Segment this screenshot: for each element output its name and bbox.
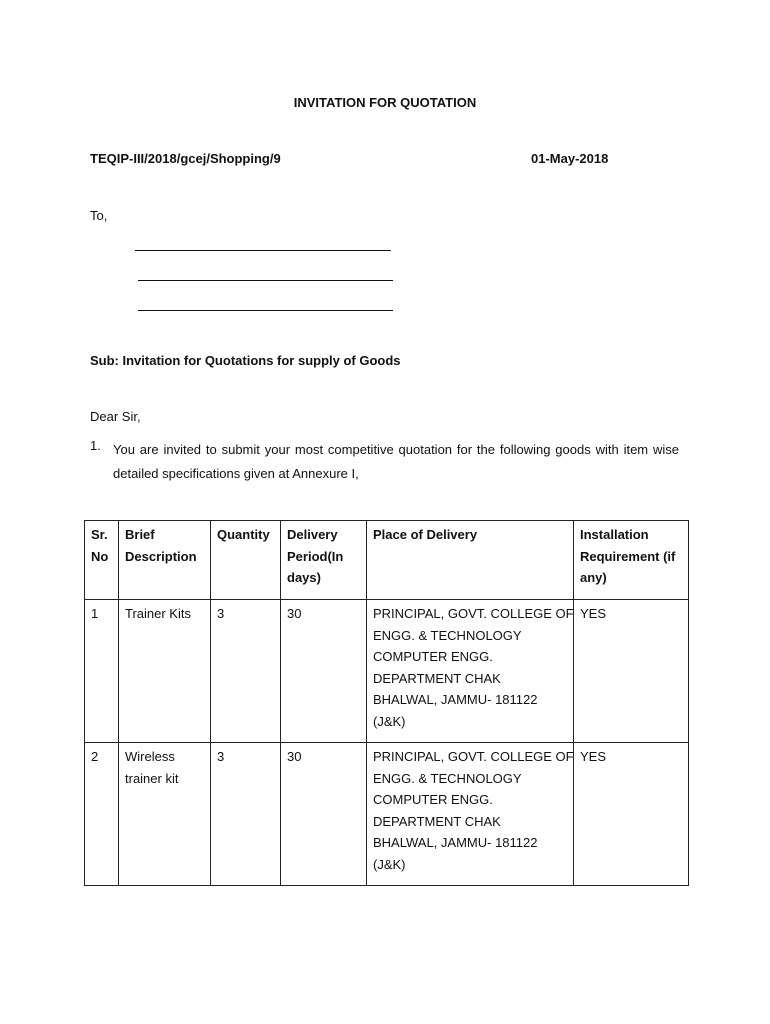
document-date: 01-May-2018	[531, 151, 609, 166]
place-line: PRINCIPAL, GOVT. COLLEGE OF	[373, 749, 574, 764]
subject-line: Sub: Invitation for Quotations for supply of Goods	[90, 353, 401, 368]
header-quantity: Quantity	[211, 521, 281, 600]
address-blank-line	[135, 250, 391, 251]
place-line: BHALWAL, JAMMU- 181122	[373, 692, 538, 707]
cell-delivery-period: 30	[281, 600, 367, 743]
cell-delivery-period: 30	[281, 743, 367, 886]
header-place-of-delivery: Place of Delivery	[367, 521, 574, 600]
place-line: DEPARTMENT CHAK	[373, 813, 501, 829]
place-line: ENGG. & TECHNOLOGY	[373, 627, 522, 643]
table-row	[85, 743, 689, 886]
paragraph-number: 1.	[90, 438, 101, 453]
header-sr-no: Sr. No	[85, 521, 119, 600]
table-row	[85, 600, 689, 743]
cell-place-of-delivery	[367, 600, 574, 743]
document-title: INVITATION FOR QUOTATION	[293, 95, 477, 110]
cell-installation: YES	[574, 600, 689, 743]
address-blank-line	[138, 310, 393, 311]
place-line: (J&K)	[373, 856, 406, 872]
cell-sr-no: 2	[85, 743, 119, 886]
place-line: COMPUTER ENGG.	[373, 649, 493, 664]
place-line: PRINCIPAL, GOVT. COLLEGE OF	[373, 606, 574, 621]
addressee-label: To,	[90, 208, 108, 223]
place-line: (J&K)	[373, 713, 406, 729]
cell-quantity: 3	[211, 743, 281, 886]
reference-number: TEQIP-III/2018/gcej/Shopping/9	[90, 151, 281, 166]
paragraph-text: You are invited to submit your most competitive quotation for the following goods with item wise detailed specifications given at Annexure I,	[113, 442, 679, 481]
place-line: ENGG. & TECHNOLOGY	[373, 770, 522, 786]
cell-sr-no: 1	[85, 600, 119, 743]
place-line: BHALWAL, JAMMU- 181122	[373, 835, 538, 850]
salutation: Dear Sir,	[90, 409, 141, 424]
cell-quantity: 3	[211, 600, 281, 743]
header-delivery-period: Delivery Period(In days)	[281, 521, 367, 600]
goods-table	[84, 520, 689, 886]
cell-place-of-delivery	[367, 743, 574, 886]
cell-description: Wireless trainer kit	[119, 743, 211, 886]
table-header-row	[85, 521, 689, 600]
place-line: DEPARTMENT CHAK	[373, 670, 501, 686]
header-description: Brief Description	[119, 521, 211, 600]
place-line: COMPUTER ENGG.	[373, 792, 493, 807]
cell-description: Trainer Kits	[119, 600, 211, 743]
cell-installation: YES	[574, 743, 689, 886]
address-blank-line	[138, 280, 393, 281]
header-installation: Installation Requirement (if any)	[574, 521, 689, 600]
